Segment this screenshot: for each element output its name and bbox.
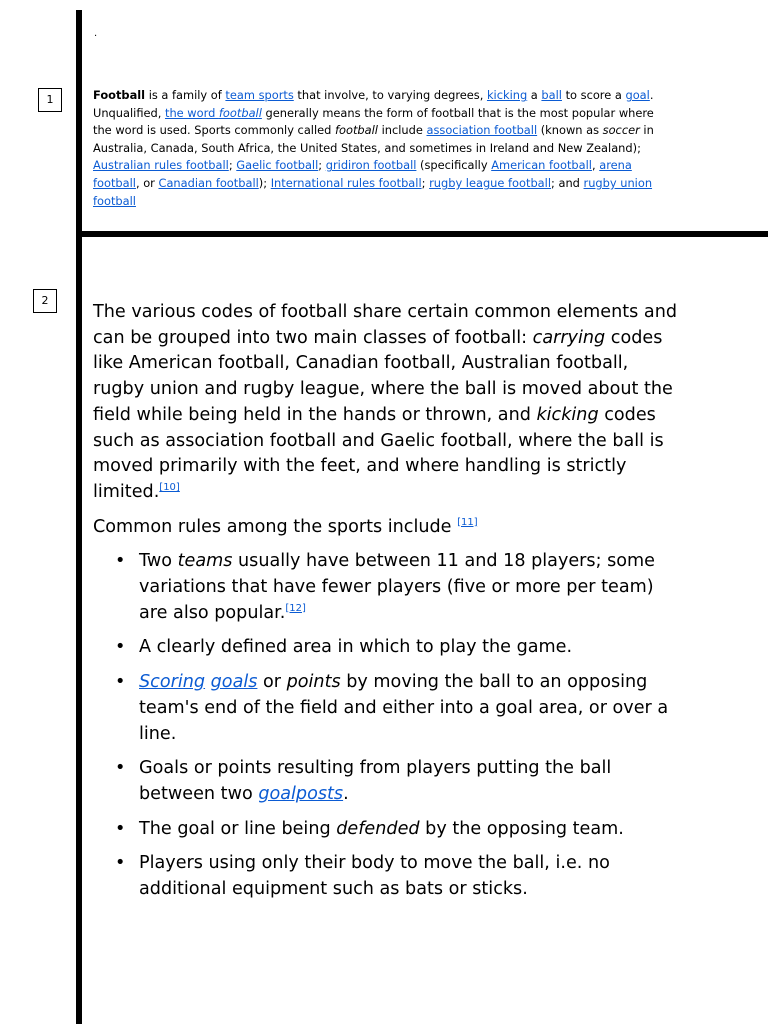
link-association-football[interactable]: association football xyxy=(426,123,538,138)
list-item-teams xyxy=(139,549,683,626)
text-run: Two xyxy=(139,551,178,572)
citation-10 xyxy=(159,482,180,493)
citation-12-link[interactable]: [12] xyxy=(285,602,306,614)
citation-11-link[interactable]: [11] xyxy=(457,516,478,528)
italic-term-football: football xyxy=(335,123,378,138)
text-run: a xyxy=(527,88,542,102)
link-goal[interactable]: goal xyxy=(625,88,650,102)
list-item-goalposts xyxy=(139,756,683,807)
text-run: ; xyxy=(318,158,326,173)
link-international-rules-football[interactable]: International rules football xyxy=(270,175,422,190)
link-text-italic: Scoring xyxy=(139,672,206,693)
text-run: by moving the ball to an opposing team's end of the field and either into a goal area, or over a line. xyxy=(139,672,669,744)
marker-box-1: 1 xyxy=(38,88,62,112)
common-rules-list xyxy=(93,549,683,902)
italic-term-carrying: carrying xyxy=(532,327,606,348)
italic-term-points: points xyxy=(286,672,341,693)
codes-paragraph xyxy=(93,300,683,506)
text-run: or xyxy=(257,672,287,693)
link-rugby-union-football[interactable]: rugby union football xyxy=(93,175,653,208)
link-gaelic-football[interactable]: Gaelic football xyxy=(236,158,319,173)
vertical-divider xyxy=(76,10,82,1024)
list-item-area xyxy=(139,635,683,661)
text-run: codes like American football, Canadian football, Australian football, rugby union and rugby league, where the ball is moved about the field while being held in the hands or thrown, and xyxy=(93,327,673,425)
text-run: include xyxy=(377,123,427,138)
text-run: usually have between 11 and 18 players; some variations that have fewer players (five or more per team) are also popular. xyxy=(139,551,655,623)
italic-term-teams: teams xyxy=(177,551,233,572)
link-text-italic: football xyxy=(218,105,262,120)
link-ball[interactable]: ball xyxy=(541,88,562,102)
list-item-defended xyxy=(139,817,683,843)
link-arena-football[interactable]: arena football xyxy=(93,158,632,190)
citation-10-link[interactable]: [10] xyxy=(159,481,180,493)
italic-term-kicking: kicking xyxy=(536,404,599,425)
text-run: Common rules among the sports include xyxy=(93,516,458,537)
italic-term-soccer: soccer xyxy=(602,123,640,138)
link-scoring[interactable] xyxy=(139,672,205,692)
text-run: , or xyxy=(135,175,159,190)
football-codes-section xyxy=(93,300,683,912)
list-item-body xyxy=(139,851,683,902)
football-intro-paragraph xyxy=(93,87,673,210)
citation-12 xyxy=(285,603,306,614)
text-run: The goal or line being xyxy=(139,818,337,839)
text-run: , xyxy=(591,158,600,173)
link-kicking[interactable]: kicking xyxy=(486,88,528,102)
text-run: by the opposing team. xyxy=(419,818,624,839)
marker-box-2: 2 xyxy=(33,289,57,313)
text-run: Goals or points resulting from players putting the ball between two xyxy=(139,758,612,804)
text-run: that involve, to varying degrees, xyxy=(293,88,487,102)
text-run: . Unqualified, xyxy=(93,88,654,120)
link-rugby-league-football[interactable]: rugby league football xyxy=(429,175,551,190)
link-goals[interactable] xyxy=(211,672,258,692)
text-run: (known as xyxy=(537,123,603,138)
text-run: to score a xyxy=(561,88,626,102)
link-australian-rules-football[interactable]: Australian rules football xyxy=(93,158,229,173)
text-run: generally means the form of football that is the most popular where the word is used. Sports commonly called xyxy=(93,105,654,138)
text-run: A clearly defined area in which to play the game. xyxy=(139,637,573,658)
stray-dot: . xyxy=(94,28,98,39)
bold-term-football: Football xyxy=(93,88,146,102)
text-run: ; and xyxy=(551,175,584,190)
text-run: The various codes of football share certain common elements and can be grouped into two main classes of football: xyxy=(93,302,678,348)
text-run: Players using only their body to move the ball, i.e. no additional equipment such as bats or sticks. xyxy=(139,853,610,900)
common-rules-intro xyxy=(93,515,683,541)
link-text-italic: goalposts xyxy=(258,783,344,804)
text-run: . xyxy=(343,783,349,804)
link-the-word-football[interactable] xyxy=(165,106,262,120)
text-run: ; xyxy=(228,158,237,173)
italic-term-defended: defended xyxy=(336,818,420,839)
link-goalposts[interactable] xyxy=(258,784,343,804)
citation-11 xyxy=(457,517,478,528)
text-run: (specifically xyxy=(416,158,492,173)
text-run: in Australia, Canada, South Africa, the United States, and sometimes in Ireland and New Zealand); xyxy=(93,123,654,155)
list-item-scoring xyxy=(139,670,683,747)
text-run: is a family of xyxy=(145,88,226,102)
text-run: ; xyxy=(421,175,430,190)
link-canadian-football[interactable]: Canadian football xyxy=(158,175,259,190)
link-gridiron-football[interactable]: gridiron football xyxy=(325,158,417,173)
link-text-italic: goals xyxy=(210,672,258,693)
horizontal-divider xyxy=(76,231,768,237)
text-run: codes such as association football and Gaelic football, where the ball is moved primarily with the feet, and where handling is strictly limited. xyxy=(93,404,664,502)
text-run: ); xyxy=(258,175,271,190)
link-team-sports[interactable]: team sports xyxy=(225,88,294,102)
link-american-football[interactable]: American football xyxy=(491,158,592,173)
link-text: the word xyxy=(164,105,219,120)
